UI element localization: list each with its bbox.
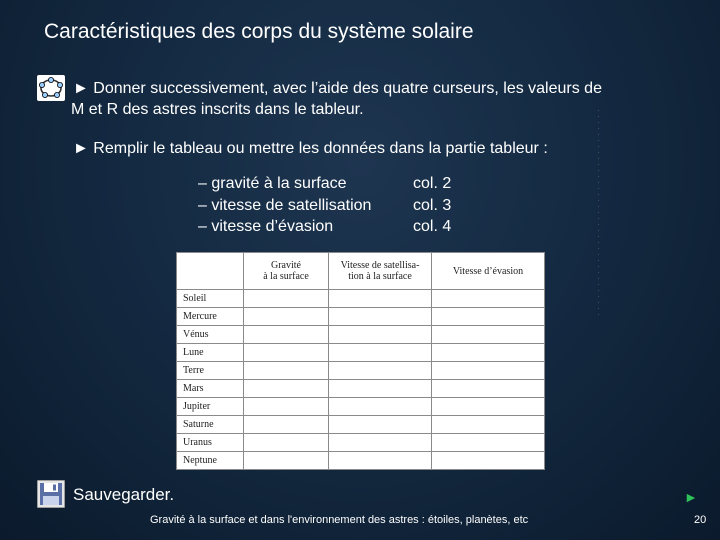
table-cell[interactable] xyxy=(244,308,329,326)
column-labels xyxy=(198,173,371,238)
page-number: 20 xyxy=(694,514,707,526)
instruction-paragraph-1 xyxy=(73,78,683,120)
table-cell[interactable] xyxy=(432,308,545,326)
table-cell[interactable] xyxy=(432,398,545,416)
table-row xyxy=(177,452,545,470)
table-cell[interactable] xyxy=(329,452,432,470)
table-cell[interactable] xyxy=(244,380,329,398)
slide-footer: Gravité à la surface et dans l'environnement des astres : étoiles, planètes, etc xyxy=(150,514,529,526)
table-cell[interactable] xyxy=(329,326,432,344)
table-header-row xyxy=(177,253,545,290)
instruction-line-2: M et R des astres inscrits dans le tableur. xyxy=(71,101,364,118)
column-number: col. 4 xyxy=(413,218,452,235)
table-cell[interactable] xyxy=(244,452,329,470)
table-cell[interactable] xyxy=(244,398,329,416)
table-cell[interactable] xyxy=(244,362,329,380)
table-cell[interactable] xyxy=(432,434,545,452)
table-cell[interactable] xyxy=(244,434,329,452)
data-table xyxy=(176,252,545,470)
table-row xyxy=(177,344,545,362)
row-label: Terre xyxy=(177,362,244,380)
table-row xyxy=(177,434,545,452)
row-label: Lune xyxy=(177,344,244,362)
table-cell[interactable] xyxy=(329,344,432,362)
header-cell xyxy=(329,253,432,290)
header-cell xyxy=(432,253,545,290)
table-cell[interactable] xyxy=(432,380,545,398)
header-orbital-speed: Vitesse de satellisa- tion à la surface xyxy=(340,260,420,282)
table-cell[interactable] xyxy=(432,452,545,470)
table-cell[interactable] xyxy=(329,308,432,326)
table-cell[interactable] xyxy=(244,416,329,434)
column-number: col. 3 xyxy=(413,196,452,214)
row-label: Uranus xyxy=(177,434,244,452)
table-cell[interactable] xyxy=(432,290,545,308)
next-slide-arrow[interactable]: ► xyxy=(684,489,698,505)
slide-title: Caractéristiques des corps du système solaire xyxy=(44,20,474,43)
table-cell[interactable] xyxy=(329,398,432,416)
dotted-divider xyxy=(598,110,599,320)
header-cell xyxy=(177,253,244,290)
table-cell[interactable] xyxy=(244,344,329,362)
instruction-line-1: ► Donner successivement, avec l’aide des quatre curseurs, les valeurs de xyxy=(73,80,602,97)
column-label: – gravité à la surface xyxy=(198,175,347,192)
row-label: Saturne xyxy=(177,416,244,434)
table-row xyxy=(177,308,545,326)
table-cell[interactable] xyxy=(329,434,432,452)
table-cell[interactable] xyxy=(432,362,545,380)
row-label: Jupiter xyxy=(177,398,244,416)
table-cell[interactable] xyxy=(432,344,545,362)
header-cell xyxy=(244,253,329,290)
row-label: Vénus xyxy=(177,326,244,344)
table-row xyxy=(177,380,545,398)
table-cell[interactable] xyxy=(329,290,432,308)
table-cell[interactable] xyxy=(244,290,329,308)
column-label: – vitesse de satellisation xyxy=(198,196,372,214)
table-cell[interactable] xyxy=(329,380,432,398)
save-label[interactable]: Sauvegarder. xyxy=(73,485,175,504)
floppy-disk-icon[interactable] xyxy=(37,480,65,508)
table-row xyxy=(177,290,545,308)
table-row xyxy=(177,416,545,434)
table-row xyxy=(177,362,545,380)
table-cell[interactable] xyxy=(244,326,329,344)
row-label: Mercure xyxy=(177,308,244,326)
header-escape-speed: Vitesse d’évasion xyxy=(452,265,524,277)
table-row xyxy=(177,398,545,416)
geogebra-icon[interactable] xyxy=(37,75,65,101)
table-cell[interactable] xyxy=(432,416,545,434)
table-row xyxy=(177,326,545,344)
table-cell[interactable] xyxy=(329,416,432,434)
column-numbers xyxy=(413,173,451,238)
instruction-paragraph-2: ► Remplir le tableau ou mettre les données dans la partie tableur : xyxy=(73,140,548,157)
row-label: Soleil xyxy=(177,290,244,308)
column-label: – vitesse d’évasion xyxy=(198,218,334,235)
row-label: Mars xyxy=(177,380,244,398)
table-body xyxy=(177,290,545,470)
table-cell[interactable] xyxy=(432,326,545,344)
row-label: Neptune xyxy=(177,452,244,470)
header-gravity: Gravité à la surface xyxy=(263,260,309,282)
table-cell[interactable] xyxy=(329,362,432,380)
column-number: col. 2 xyxy=(413,175,452,192)
